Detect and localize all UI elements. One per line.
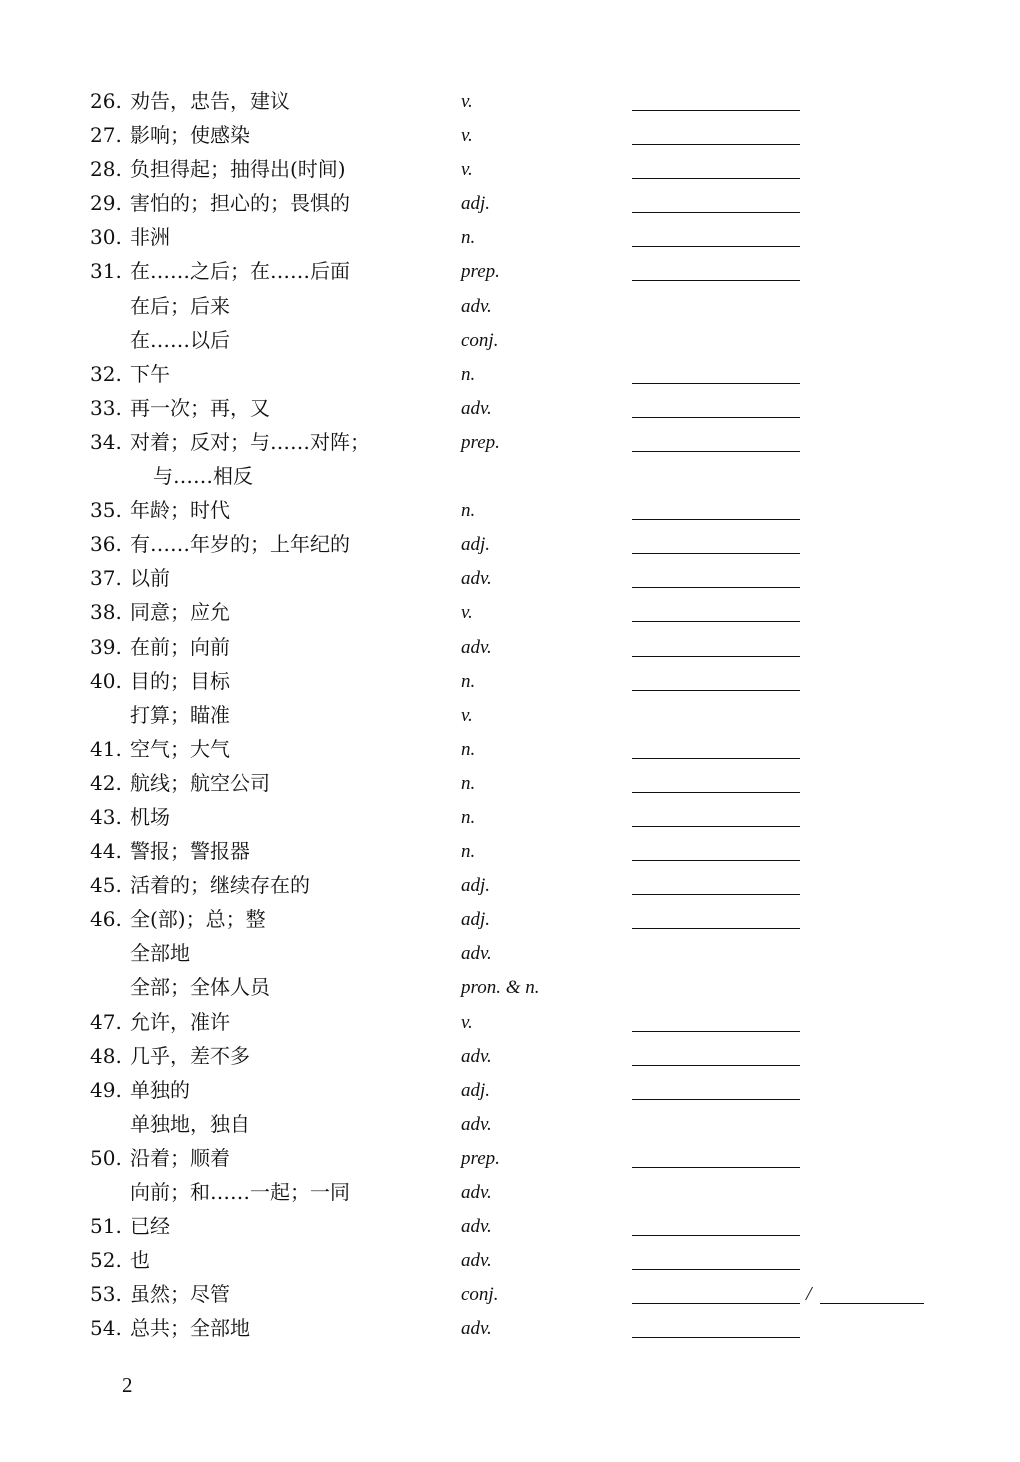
part-of-speech: adv. [461, 1318, 492, 1340]
answer-blank[interactable] [632, 758, 800, 759]
chinese-meaning: 以前 [130, 566, 170, 591]
vocab-row [0, 527, 1020, 561]
answer-blank[interactable] [632, 621, 800, 622]
part-of-speech: adv. [461, 397, 492, 419]
entry-number: 38. [90, 600, 122, 625]
vocab-row [0, 254, 1020, 288]
answer-blank[interactable] [632, 1167, 800, 1168]
chinese-meaning: 同意；应允 [130, 600, 230, 625]
vocab-row [0, 1243, 1020, 1277]
part-of-speech: prep. [461, 431, 500, 453]
entry-number: 43. [90, 804, 122, 829]
part-of-speech: adv. [461, 636, 492, 658]
entry-number: 39. [90, 634, 122, 659]
chinese-meaning: 总共；全部地 [130, 1316, 250, 1341]
part-of-speech: adj. [461, 1079, 491, 1101]
chinese-meaning: 与……相反 [153, 464, 253, 489]
chinese-meaning: 害怕的；担心的；畏惧的 [130, 191, 350, 216]
chinese-meaning: 在前；向前 [130, 634, 230, 659]
entry-number: 37. [90, 566, 122, 591]
answer-blank[interactable] [632, 587, 800, 588]
page-number: 2 [122, 1373, 133, 1397]
part-of-speech: prep. [461, 1147, 500, 1169]
vocab-row [0, 902, 1020, 936]
entry-number: 35. [90, 498, 122, 523]
part-of-speech: adj. [461, 534, 491, 556]
vocab-row [0, 425, 1020, 459]
answer-blank[interactable] [632, 656, 800, 657]
entry-number: 47. [90, 1009, 122, 1034]
part-of-speech: n. [461, 841, 476, 863]
slash-separator: / [806, 1283, 812, 1306]
entry-number: 46. [90, 907, 122, 932]
entry-number: 45. [90, 873, 122, 898]
entry-number: 29. [90, 191, 122, 216]
part-of-speech: n. [461, 806, 476, 828]
chinese-meaning: 沿着；顺着 [130, 1145, 230, 1170]
vocab-row [0, 1005, 1020, 1039]
part-of-speech: prep. [461, 261, 500, 283]
vocab-row [0, 630, 1020, 664]
chinese-meaning: 有……年岁的；上年纪的 [130, 532, 350, 557]
part-of-speech: v. [461, 125, 473, 147]
vocab-row [0, 1039, 1020, 1073]
answer-blank-second[interactable] [820, 1303, 924, 1304]
vocab-row [0, 1073, 1020, 1107]
answer-blank[interactable] [632, 110, 800, 111]
chinese-meaning: 向前；和……一起；一同 [130, 1180, 350, 1204]
vocab-row [0, 152, 1020, 186]
part-of-speech: n. [461, 772, 476, 794]
part-of-speech: v. [461, 704, 473, 726]
vocab-subrow [0, 459, 1020, 493]
answer-blank[interactable] [632, 519, 800, 520]
part-of-speech: adv. [461, 943, 492, 965]
answer-blank[interactable] [632, 1235, 800, 1236]
entry-number: 32. [90, 361, 122, 386]
answer-blank[interactable] [632, 1065, 800, 1066]
part-of-speech: adv. [461, 1216, 492, 1238]
chinese-meaning: 警报；警报器 [130, 839, 250, 864]
vocab-row [0, 1311, 1020, 1345]
chinese-meaning: 机场 [130, 804, 170, 829]
part-of-speech: conj. [461, 1284, 499, 1306]
part-of-speech: adv. [461, 1250, 492, 1272]
chinese-meaning: 下午 [130, 361, 170, 386]
entry-number: 41. [90, 736, 122, 761]
part-of-speech: adj. [461, 909, 491, 931]
chinese-meaning: 目的；目标 [130, 668, 230, 693]
part-of-speech: conj. [461, 329, 499, 351]
entry-number: 54. [90, 1316, 122, 1341]
entry-number: 42. [90, 770, 122, 795]
entry-number: 27. [90, 123, 122, 148]
chinese-meaning: 年龄；时代 [130, 498, 230, 523]
answer-blank[interactable] [632, 1269, 800, 1270]
part-of-speech: v. [461, 159, 473, 181]
part-of-speech: n. [461, 227, 476, 249]
vocab-subrow [0, 289, 1020, 323]
vocab-row [0, 868, 1020, 902]
vocab-row [0, 1141, 1020, 1175]
vocab-row [0, 493, 1020, 527]
entry-number: 40. [90, 668, 122, 693]
chinese-meaning: 再一次；再，又 [130, 395, 270, 420]
part-of-speech: adv. [461, 1113, 492, 1135]
answer-blank[interactable] [632, 144, 800, 145]
chinese-meaning: 全部；全体人员 [130, 975, 270, 1000]
vocab-row [0, 595, 1020, 629]
part-of-speech: pron. & n. [461, 977, 540, 999]
chinese-meaning: 在……之后；在……后面 [130, 259, 350, 284]
chinese-meaning: 也 [130, 1248, 150, 1273]
chinese-meaning: 负担得起；抽得出(时间) [130, 157, 346, 182]
answer-blank[interactable] [632, 417, 800, 418]
vocab-row [0, 186, 1020, 220]
vocab-subrow [0, 936, 1020, 970]
chinese-meaning: 虽然；尽管 [130, 1282, 230, 1307]
vocab-subrow [0, 1107, 1020, 1141]
part-of-speech: n. [461, 363, 476, 385]
vocab-row [0, 357, 1020, 391]
entry-number: 49. [90, 1077, 122, 1102]
chinese-meaning: 影响；使感染 [130, 123, 250, 148]
part-of-speech: v. [461, 91, 473, 112]
chinese-meaning: 在后；后来 [130, 293, 230, 318]
answer-blank[interactable] [632, 553, 800, 554]
chinese-meaning: 已经 [130, 1214, 170, 1239]
vocab-row [0, 1277, 1020, 1311]
vocab-row [0, 561, 1020, 595]
part-of-speech: n. [461, 738, 476, 760]
vocab-row [0, 118, 1020, 152]
chinese-meaning: 单独地，独自 [130, 1111, 250, 1136]
chinese-meaning: 全部地 [130, 941, 190, 966]
vocab-row [0, 1209, 1020, 1243]
part-of-speech: v. [461, 602, 473, 624]
answer-blank[interactable] [632, 792, 800, 793]
vocab-subrow [0, 323, 1020, 357]
entry-number: 48. [90, 1043, 122, 1068]
part-of-speech: adv. [461, 1182, 492, 1203]
entry-number: 34. [90, 429, 122, 454]
chinese-meaning: 非洲 [130, 225, 170, 250]
entry-number: 36. [90, 532, 122, 557]
answer-blank[interactable] [632, 1337, 800, 1338]
answer-blank[interactable] [632, 860, 800, 861]
part-of-speech: adv. [461, 568, 492, 590]
chinese-meaning: 活着的；继续存在的 [130, 873, 310, 898]
answer-blank[interactable] [632, 1099, 800, 1100]
vocab-subrow [0, 698, 1020, 732]
chinese-meaning: 航线；航空公司 [130, 770, 270, 795]
entry-number: 53. [90, 1282, 122, 1307]
vocab-row [0, 84, 1020, 118]
chinese-meaning: 全(部)；总；整 [130, 907, 266, 932]
chinese-meaning: 单独的 [130, 1077, 190, 1102]
chinese-meaning: 允许，准许 [130, 1009, 230, 1034]
vocab-row [0, 834, 1020, 868]
vocab-subrow [0, 1175, 1020, 1209]
chinese-meaning: 劝告，忠告，建议 [130, 89, 290, 113]
answer-blank[interactable] [632, 826, 800, 827]
vocab-row [0, 766, 1020, 800]
part-of-speech: adj. [461, 875, 491, 897]
vocab-row [0, 664, 1020, 698]
entry-number: 52. [90, 1248, 122, 1273]
answer-blank[interactable] [632, 690, 800, 691]
answer-blank[interactable] [632, 178, 800, 179]
entry-number: 30. [90, 225, 122, 250]
entry-number: 33. [90, 395, 122, 420]
entry-number: 51. [90, 1214, 122, 1239]
part-of-speech: adv. [461, 1045, 492, 1067]
vocab-row [0, 391, 1020, 425]
chinese-meaning: 在……以后 [130, 327, 230, 352]
chinese-meaning: 空气；大气 [130, 736, 230, 761]
answer-blank[interactable] [632, 1303, 800, 1304]
entry-number: 50. [90, 1145, 122, 1170]
part-of-speech: adv. [461, 295, 492, 317]
vocabulary-list [0, 84, 1020, 1345]
answer-blank[interactable] [632, 928, 800, 929]
chinese-meaning: 几乎，差不多 [130, 1043, 250, 1068]
answer-blank[interactable] [632, 1031, 800, 1032]
vocab-row [0, 800, 1020, 834]
part-of-speech: n. [461, 670, 476, 692]
entry-number: 28. [90, 157, 122, 182]
part-of-speech: n. [461, 500, 476, 522]
part-of-speech: v. [461, 1011, 473, 1033]
answer-blank[interactable] [632, 383, 800, 384]
chinese-meaning: 对着；反对；与……对阵； [130, 429, 370, 454]
vocab-subrow [0, 970, 1020, 1004]
entry-number: 44. [90, 839, 122, 864]
answer-blank[interactable] [632, 246, 800, 247]
part-of-speech: adj. [461, 193, 491, 215]
entry-number: 26. [90, 89, 122, 113]
vocab-row [0, 732, 1020, 766]
entry-number: 31. [90, 259, 122, 284]
answer-blank[interactable] [632, 280, 800, 281]
answer-blank[interactable] [632, 212, 800, 213]
answer-blank[interactable] [632, 451, 800, 452]
chinese-meaning: 打算；瞄准 [130, 702, 230, 727]
answer-blank[interactable] [632, 894, 800, 895]
vocab-row [0, 220, 1020, 254]
